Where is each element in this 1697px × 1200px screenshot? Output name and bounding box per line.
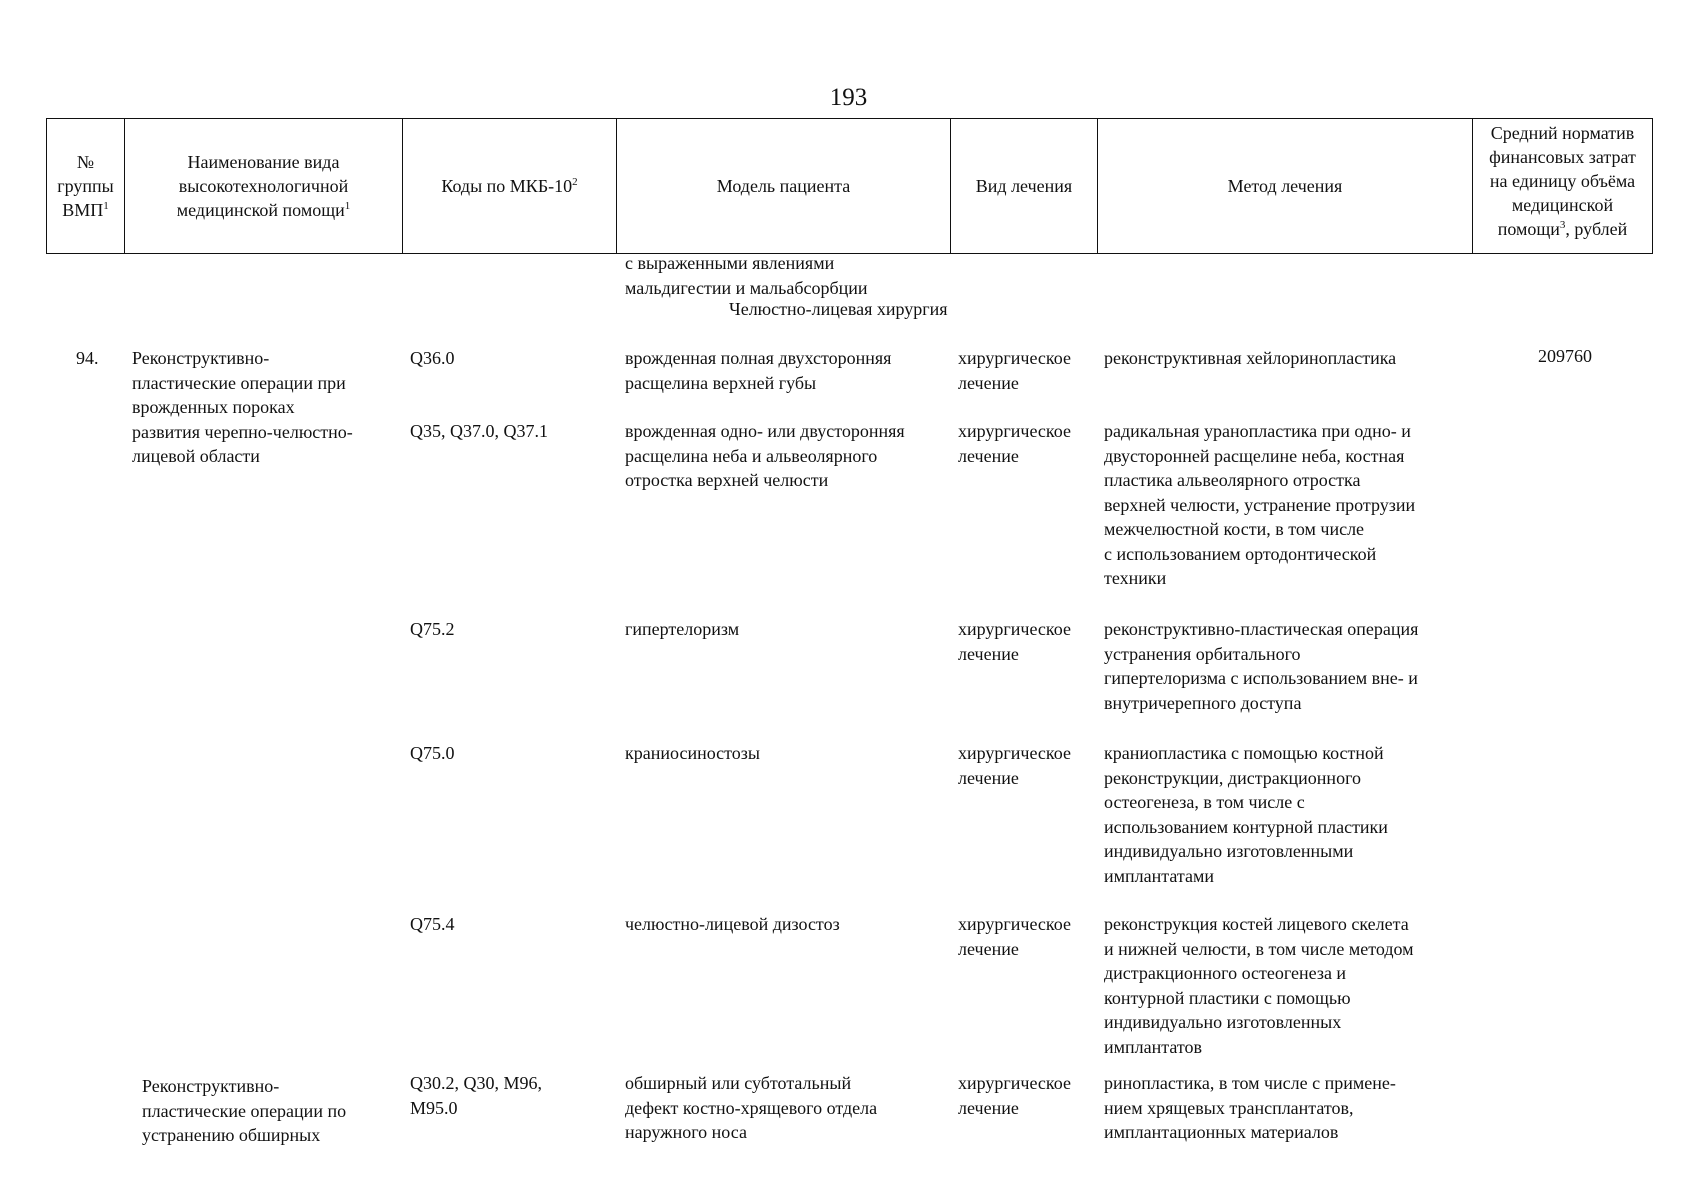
header-care-type: Наименование вида высокотехнологичной медицинской помощи$^1$ [125, 119, 403, 254]
average-cost: 209760 [1538, 346, 1592, 366]
treatment-method: реконструктивно-пластическая операция устранения орбитального гипертелоризма с использованием вне- и внутричерепного доступа [1104, 619, 1419, 713]
treatment-method: краниопластика с помощью костной реконструкции, дистракционного остеогенеза, в том числе с использованием контурной пластики индивидуально изготовленными имплантатами [1104, 743, 1388, 886]
treatment-type: хирургическое лечение [958, 1073, 1071, 1118]
icd-code: Q75.4 [410, 914, 455, 934]
header-patient-model: Модель пациента [617, 119, 951, 254]
patient-model: врожденная одно- или двусторонняя расщелина неба и альвеолярного отростка верхней челюсти [625, 421, 905, 490]
continuation-patient-model: с выраженными явлениями мальдигестии и мальабсорбции [625, 253, 868, 298]
header-group-number: № группы ВМП$^1$ [47, 119, 125, 254]
treatment-type: хирургическое лечение [958, 743, 1071, 788]
icd-code: Q75.0 [410, 743, 455, 763]
care-type-name: Реконструктивно- пластические операции по устранению обширных [142, 1076, 347, 1145]
page-number: 193 [829, 84, 868, 111]
patient-model: обширный или субтотальный дефект костно-хрящевого отдела наружного носа [625, 1073, 878, 1142]
icd-code: Q75.2 [410, 619, 455, 639]
treatment-type: хирургическое лечение [958, 348, 1071, 393]
patient-model: гипертелоризм [625, 619, 740, 639]
header-treatment-method: Метод лечения [1098, 119, 1473, 254]
icd-code: Q30.2, Q30, M96, M95.0 [410, 1073, 543, 1118]
icd-code: Q36.0 [410, 348, 455, 368]
header-average-cost: Средний норматив финансовых затрат на единицу объёма медицинской помощи$^3$, рублей [1473, 119, 1653, 254]
treatment-method: реконструкция костей лицевого скелета и нижней челюсти, в том числе методом дистракционного остеогенеза и контурной пластики с помощью индивидуально изготовленных имплантатов [1104, 914, 1414, 1057]
treatment-type: хирургическое лечение [958, 421, 1071, 466]
treatment-type: хирургическое лечение [958, 914, 1071, 959]
header-icd-codes: Коды по МКБ-$10^2$ [403, 119, 617, 254]
header-treatment-type: Вид лечения [951, 119, 1098, 254]
patient-model: краниосиностозы [625, 743, 760, 763]
care-type-name: Реконструктивно- пластические операции при врожденных пороках развития черепно-челюстно- лицевой области [132, 348, 353, 466]
patient-model: врожденная полная двухсторонняя расщелина верхней губы [625, 348, 892, 393]
patient-model: челюстно-лицевой дизостоз [625, 914, 840, 934]
icd-code: Q35, Q37.0, Q37.1 [410, 421, 548, 441]
treatment-type: хирургическое лечение [958, 619, 1071, 664]
treatment-method: радикальная уранопластика при одно- и двусторонней расщелине неба, костная пластика альвеолярного отростка верхней челюсти, устранение протрузии межчелюстной кости, в том числе с использованием ортодонтической техники [1104, 421, 1416, 588]
group-number: 94. [76, 348, 99, 368]
treatment-method: реконструктивная хейлоринопластика [1104, 348, 1397, 368]
treatment-method: ринопластика, в том числе с примене- нием хрящевых трансплантатов, имплантационных материалов [1104, 1073, 1396, 1142]
